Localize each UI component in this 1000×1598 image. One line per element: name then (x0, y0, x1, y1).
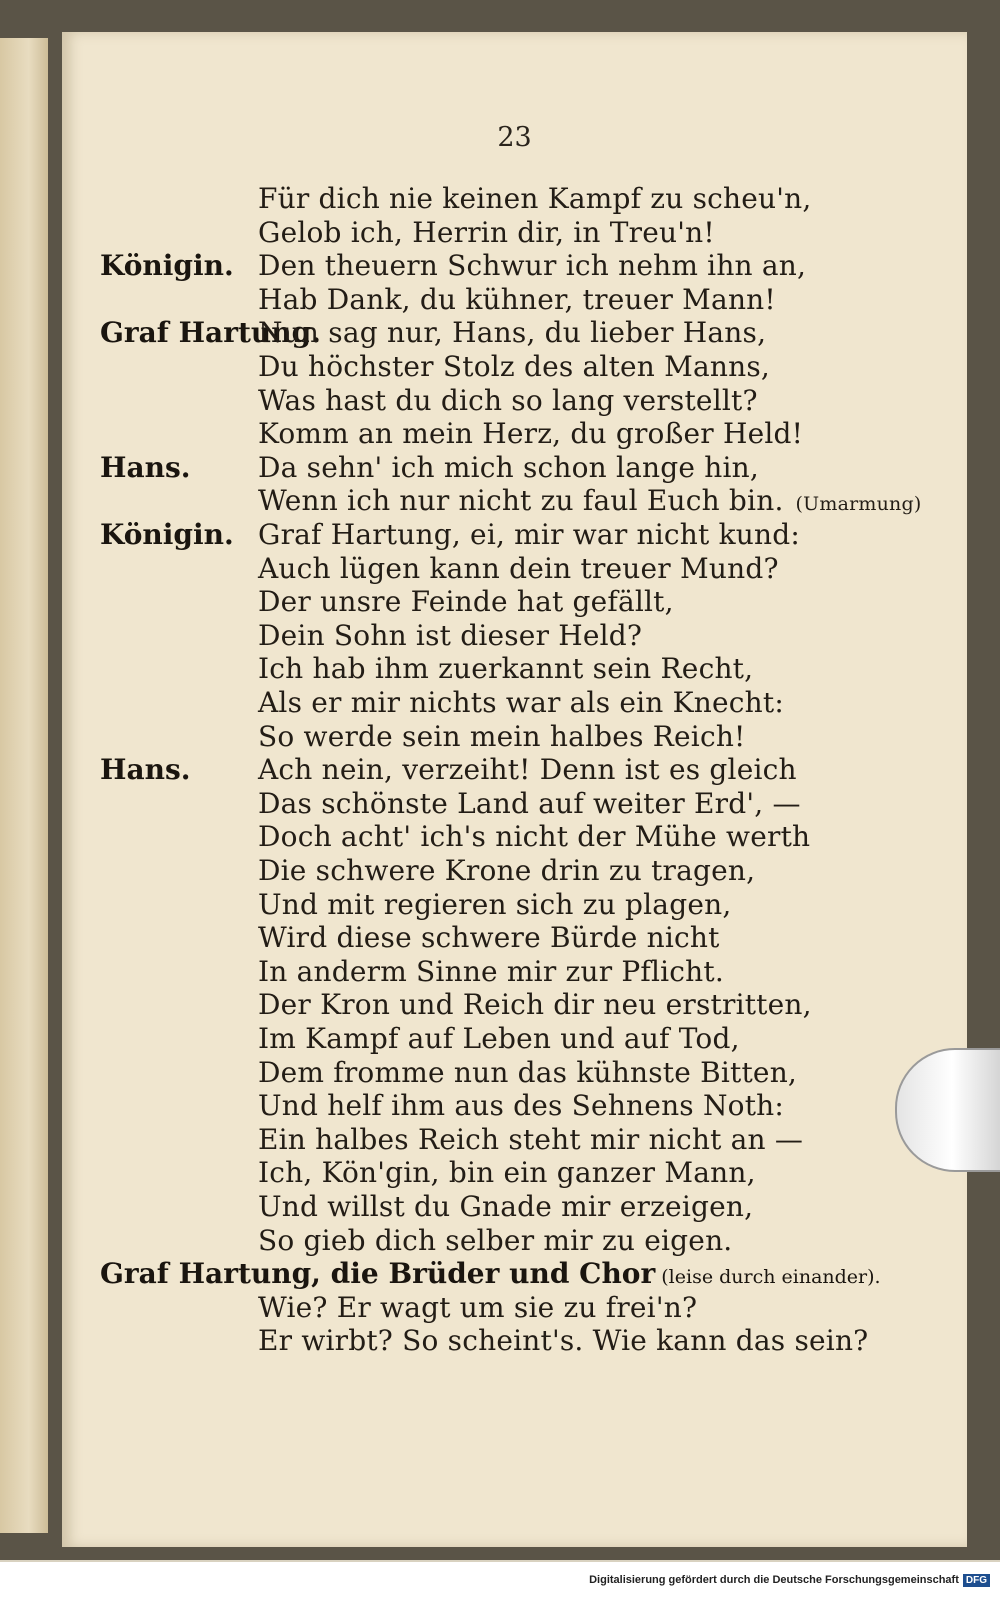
verse-line (258, 384, 758, 417)
verse-line-text: Und willst du Gnade mir erzeigen, (258, 1190, 754, 1223)
verse-line-text: In anderm Sinne mir zur Pflicht. (258, 954, 724, 988)
verse-line-text: Der unsre Feinde hat gefällt, (258, 585, 674, 619)
verse-line (258, 955, 724, 988)
speaker-label: Graf Hartung. (100, 316, 321, 350)
verse-line (258, 283, 776, 316)
verse-line-text: Ach nein, verzeiht! Denn ist es gleich (258, 753, 797, 787)
verse-line-text: Wenn ich nur nicht zu faul Euch bin. (258, 484, 784, 518)
verse-line (258, 1156, 756, 1189)
verse-line (258, 720, 746, 753)
verse-line-text: Dem fromme nun das kühnste Bitten, (258, 1055, 798, 1089)
verse-line (258, 552, 779, 585)
verse-line-text: Die schwere Krone drin zu tragen, (258, 854, 756, 887)
verse-line (258, 753, 797, 786)
page-turn-tab[interactable] (895, 1048, 1000, 1172)
verse-line (258, 1224, 732, 1257)
verse-line (258, 249, 806, 282)
verse-line (258, 417, 803, 450)
verse-line-text: Gelob ich, Herrin dir, in Treu'n! (258, 215, 715, 249)
verse-line-text: Wird diese schwere Bürde nicht (258, 921, 720, 955)
verse-line (258, 1089, 784, 1122)
verse-line-text: Als er mir nichts war als ein Knecht: (258, 686, 784, 719)
verse-line (258, 921, 720, 954)
funding-note: Digitalisierung gefördert durch die Deutsche Forschungsgemeinschaft (589, 1574, 959, 1586)
speaker-label: Hans. (100, 753, 191, 787)
verse-line (258, 216, 715, 249)
dfg-logo: DFG (963, 1574, 990, 1587)
verse-line (258, 619, 642, 652)
verse-line (258, 787, 801, 820)
speaker-label: Königin. (100, 249, 234, 283)
footer-bar (0, 1562, 1000, 1598)
verse-line-text: Dein Sohn ist dieser Held? (258, 618, 643, 652)
verse-line (258, 1123, 803, 1156)
verse-line-text: Doch acht' ich's nicht der Mühe werth (258, 820, 811, 854)
verse-line-text: Ich hab ihm zuerkannt sein Recht, (258, 652, 754, 686)
book-page (62, 32, 967, 1547)
verse-line-text: Komm an mein Herz, du großer Held! (258, 417, 804, 451)
verse-line (258, 316, 766, 349)
verse-line (258, 652, 753, 685)
verse-line (258, 1022, 740, 1055)
verse-line-text: Du höchster Stolz des alten Manns, (258, 350, 771, 383)
facing-page-edge (0, 38, 48, 1533)
verse-line (258, 484, 921, 517)
verse-line (258, 686, 784, 719)
verse-line (258, 1056, 797, 1089)
verse-line-text: Da sehn' ich mich schon lange hin, (258, 450, 760, 484)
verse-line-text: Was hast du dich so lang verstellt? (258, 383, 758, 417)
verse-line (258, 585, 674, 618)
verse-line-text: Nun sag nur, Hans, du lieber Hans, (258, 316, 767, 350)
verse-line-text: Den theuern Schwur ich nehm ihn an, (258, 249, 807, 283)
verse-line (258, 451, 759, 484)
verse-line-text: Der Kron und Reich dir neu erstritten, (258, 988, 812, 1022)
stage-direction: (leise durch einander). (655, 1266, 881, 1289)
verse-line-text: Wie? Er wagt um sie zu frei'n? (258, 1290, 698, 1324)
verse-line (258, 854, 755, 887)
verse-line-text: Auch lügen kann dein treuer Mund? (258, 551, 779, 585)
verse-line-text: Für dich nie keinen Kampf zu scheu'n, (258, 182, 812, 215)
page-number: 23 (497, 122, 532, 153)
speaker-label: Königin. (100, 518, 234, 551)
verse-line-text: Im Kampf auf Leben und auf Tod, (258, 1022, 740, 1055)
verse-line (258, 820, 810, 853)
verse-line-text: Er wirbt? So scheint's. Wie kann das sein? (258, 1324, 869, 1358)
verse-line (258, 988, 812, 1021)
stage-direction: (Umarmung) (795, 493, 922, 516)
verse-line (258, 1190, 753, 1223)
verse-line-text: Das schönste Land auf weiter Erd', — (258, 786, 801, 820)
verse-line-text: Und mit regieren sich zu plagen, (258, 887, 732, 921)
verse-line (258, 182, 811, 215)
verse-line-text: Ein halbes Reich steht mir nicht an — (258, 1122, 804, 1156)
verse-line (258, 1291, 697, 1324)
verse-line-text: Graf Hartung, ei, mir war nicht kund: (258, 518, 800, 551)
verse-line-text: So gieb dich selber mir zu eigen. (258, 1223, 733, 1257)
verse-line (258, 518, 800, 551)
verse-line-text: Und helf ihm aus des Sehnens Noth: (258, 1089, 785, 1123)
verse-line-text: Hab Dank, du kühner, treuer Mann! (258, 282, 776, 316)
verse-line-text: So werde sein mein halbes Reich! (258, 719, 746, 753)
verse-line (258, 1324, 868, 1357)
verse-line (258, 888, 731, 921)
verse-line (258, 350, 770, 383)
speaker-label: Hans. (100, 450, 191, 484)
speaker-label: Graf Hartung, die Brüder und Chor (leise durch einander). (100, 1257, 881, 1291)
verse-line-text: Ich, Kön'gin, bin ein ganzer Mann, (258, 1156, 756, 1190)
